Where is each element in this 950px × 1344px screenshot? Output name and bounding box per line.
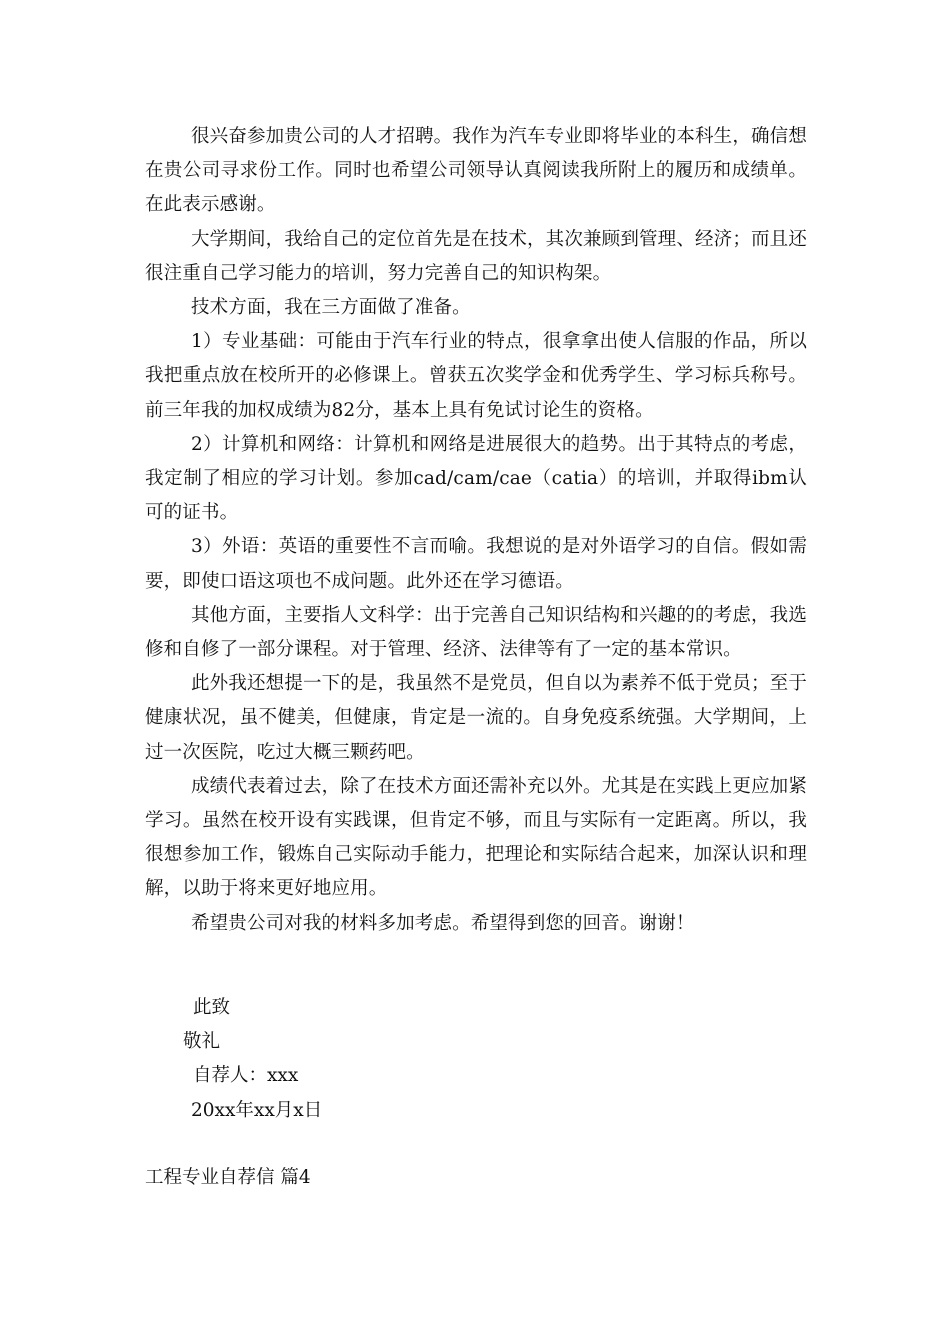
salutation: 此致 [193, 997, 231, 1018]
paragraph-computer-network: 2）计算机和网络：计算机和网络是进展很大的趋势。出于其特点的考虑，我定制了相应的学习计划。参加cad/cam/cae（catia）的培训，并取得ibm认可的证书。 [145, 433, 807, 524]
paragraph-practice: 成绩代表着过去，除了在技术方面还需补充以外。尤其是在实践上更应加紧学习。虽然在校开设有实践课，但肯定不够，而且与实际有一定距离。所以，我很想参加工作，锻炼自己实际动手能力，把理论和实际结合起来，加深认识和理解，以助于将来更好地应用。 [145, 775, 807, 900]
next-section-title: 工程专业自荐信 篇4 [145, 1167, 311, 1188]
paragraph-professional-basics: 1）专业基础：可能由于汽车行业的特点，很拿拿出使人信服的作品，所以我把重点放在校所开的必修课上。曾获五次奖学金和优秀学生、学习标兵称号。前三年我的加权成绩为82分，基本上具有免试讨论生的资格。 [145, 331, 807, 421]
paragraph-university: 大学期间，我给自己的定位首先是在技术，其次兼顾到管理、经济；而且还很注重自己学习能力的培训，努力完善自己的知识构架。 [145, 228, 807, 284]
regards: 敬礼 [183, 1031, 221, 1052]
letter-body [145, 120, 807, 941]
date: 20xx年xx月x日 [191, 1100, 323, 1121]
paragraph-hope: 希望贵公司对我的材料多加考虑。希望得到您的回音。谢谢！ [191, 912, 695, 934]
paragraph-technical: 技术方面，我在三方面做了准备。 [191, 297, 471, 319]
signer: 自荐人：xxx [193, 1065, 299, 1086]
paragraph-health: 此外我还想提一下的是，我虽然不是党员，但自以为素养不低于党员；至于健康状况，虽不健美，但健康，肯定是一流的。自身免疫系统强。大学期间，上过一次医院，吃过大概三颗药吧。 [145, 673, 807, 763]
paragraph-humanities: 其他方面，主要指人文科学：出于完善自己知识结构和兴趣的的考虑，我选修和自修了一部分课程。对于管理、经济、法律等有了一定的基本常识。 [145, 604, 807, 661]
paragraph-intro: 很兴奋参加贵公司的人才招聘。我作为汽车专业即将毕业的本科生，确信想在贵公司寻求份工作。同时也希望公司领导认真阅读我所附上的履历和成绩单。在此表示感谢。 [145, 126, 807, 216]
paragraph-foreign-language: 3）外语：英语的重要性不言而喻。我想说的是对外语学习的自信。假如需要，即使口语这项也不成问题。此外还在学习德语。 [145, 536, 807, 592]
